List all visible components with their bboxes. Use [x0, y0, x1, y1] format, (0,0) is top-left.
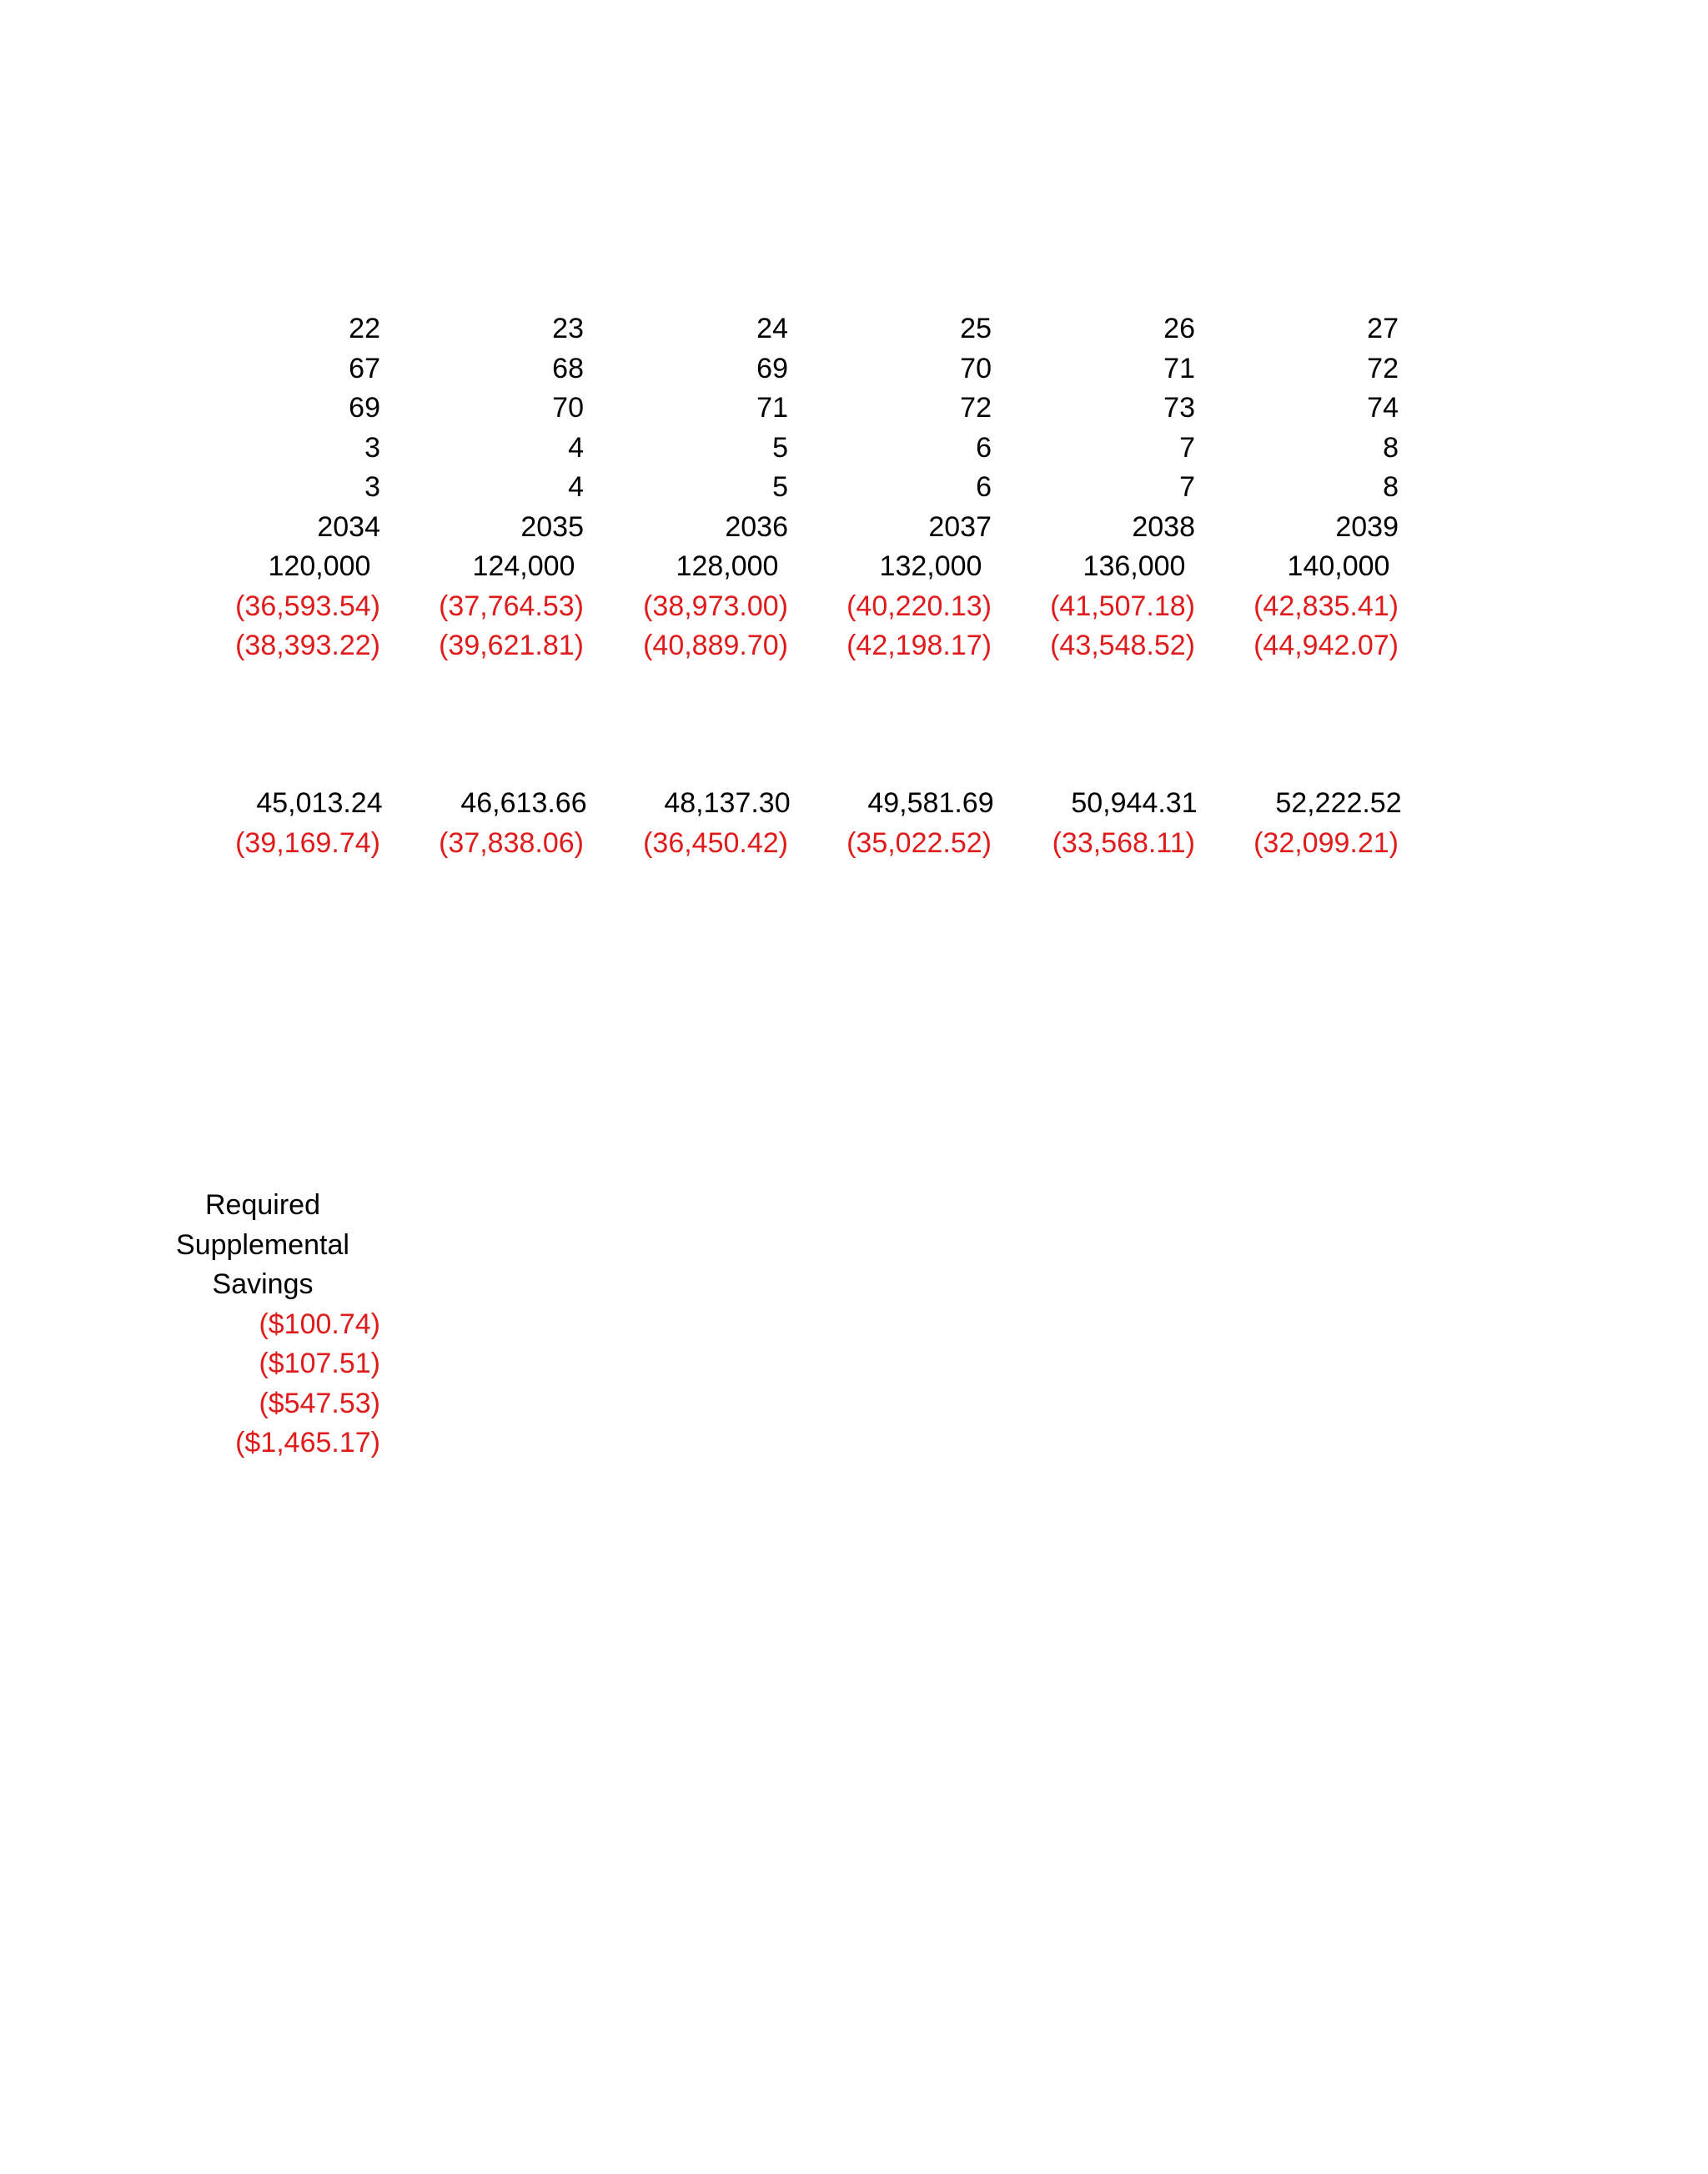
supplemental-value: ($1,465.17) [235, 1427, 380, 1459]
table-cell: 49,581.69 [867, 787, 994, 819]
table-cell: (38,973.00) [643, 590, 788, 622]
table-cell: 4 [568, 471, 584, 503]
table-cell: 3 [364, 471, 380, 503]
table-cell: 8 [1383, 431, 1399, 464]
table-cell: 124,000 [472, 550, 575, 582]
table-cell: 27 [1367, 313, 1399, 344]
upper-row [0, 546, 1708, 586]
table-cell: 69 [756, 352, 788, 384]
table-cell: 70 [552, 392, 584, 424]
upper-row [0, 467, 1708, 507]
table-cell: (42,835.41) [1253, 590, 1399, 622]
table-cell: 6 [976, 471, 992, 503]
table-cell: 46,613.66 [460, 787, 587, 819]
table-cell: 45,013.24 [256, 787, 383, 819]
table-cell: (36,450.42) [643, 826, 788, 859]
table-cell: 52,222.52 [1275, 787, 1402, 819]
table-cell: 4 [568, 431, 584, 464]
middle-row [0, 783, 1708, 823]
table-cell: (37,764.53) [439, 590, 584, 622]
upper-row [0, 388, 1708, 428]
table-cell: 68 [552, 352, 584, 384]
table-cell: (43,548.52) [1050, 630, 1195, 661]
table-cell: 50,944.31 [1071, 787, 1198, 819]
table-cell: 48,137.30 [664, 787, 791, 819]
table-cell: (40,220.13) [846, 590, 992, 622]
table-cell: (39,621.81) [439, 630, 584, 661]
table-cell: 7 [1179, 471, 1195, 503]
upper-row [0, 428, 1708, 468]
supplemental-header-line: Required [205, 1189, 320, 1221]
upper-row [0, 586, 1708, 626]
table-cell: (33,568.11) [1052, 826, 1195, 859]
table-cell: 140,000 [1287, 550, 1390, 582]
table-cell: 26 [1163, 313, 1195, 344]
upper-row [0, 507, 1708, 547]
table-cell: 2039 [1335, 510, 1399, 543]
table-cell: 128,000 [676, 550, 779, 582]
table-cell: 2037 [928, 510, 992, 543]
table-cell: 70 [960, 352, 992, 384]
table-cell: 5 [772, 431, 788, 464]
table-cell: 69 [349, 392, 380, 424]
table-cell: (32,099.21) [1253, 826, 1399, 859]
table-cell: 71 [756, 392, 788, 424]
table-cell: (38,393.22) [235, 630, 380, 661]
table-cell: (41,507.18) [1050, 590, 1195, 622]
supplemental-value: ($547.53) [259, 1387, 380, 1419]
table-cell: 136,000 [1083, 550, 1186, 582]
upper-row [0, 349, 1708, 389]
table-cell: 72 [1367, 352, 1399, 384]
table-cell: 120,000 [268, 550, 371, 582]
table-cell: 67 [349, 352, 380, 384]
table-cell: 7 [1179, 431, 1195, 464]
table-cell: (37,838.06) [439, 826, 584, 859]
table-cell: 8 [1383, 471, 1399, 503]
table-cell: 5 [772, 471, 788, 503]
table-cell: 2034 [317, 510, 380, 543]
table-cell: 22 [349, 313, 380, 344]
table-cell: (44,942.07) [1253, 630, 1399, 661]
supplemental-value: ($100.74) [259, 1308, 380, 1340]
table-cell: (42,198.17) [846, 630, 992, 661]
table-cell: (35,022.52) [846, 826, 992, 859]
table-cell: 73 [1163, 392, 1195, 424]
table-cell: 74 [1367, 392, 1399, 424]
table-cell: 72 [960, 392, 992, 424]
table-cell: 2036 [725, 510, 788, 543]
table-cell: 2038 [1132, 510, 1195, 543]
table-cell: 132,000 [879, 550, 982, 582]
table-cell: 71 [1163, 352, 1195, 384]
table-cell: 24 [756, 313, 788, 344]
table-cell: 3 [364, 431, 380, 464]
table-cell: 6 [976, 431, 992, 464]
table-cell: (39,169.74) [235, 826, 380, 859]
table-cell: (36,593.54) [235, 590, 380, 622]
supplemental-header-line: Savings [212, 1268, 314, 1300]
upper-row [0, 625, 1708, 665]
middle-row [0, 823, 1708, 863]
upper-row [0, 309, 1708, 349]
table-cell: 2035 [520, 510, 584, 543]
supplemental-value: ($107.51) [259, 1348, 380, 1379]
supplemental-header-line: Supplemental [176, 1228, 349, 1261]
table-cell: (40,889.70) [643, 630, 788, 661]
table-cell: 25 [960, 313, 992, 344]
table-cell: 23 [552, 313, 584, 344]
